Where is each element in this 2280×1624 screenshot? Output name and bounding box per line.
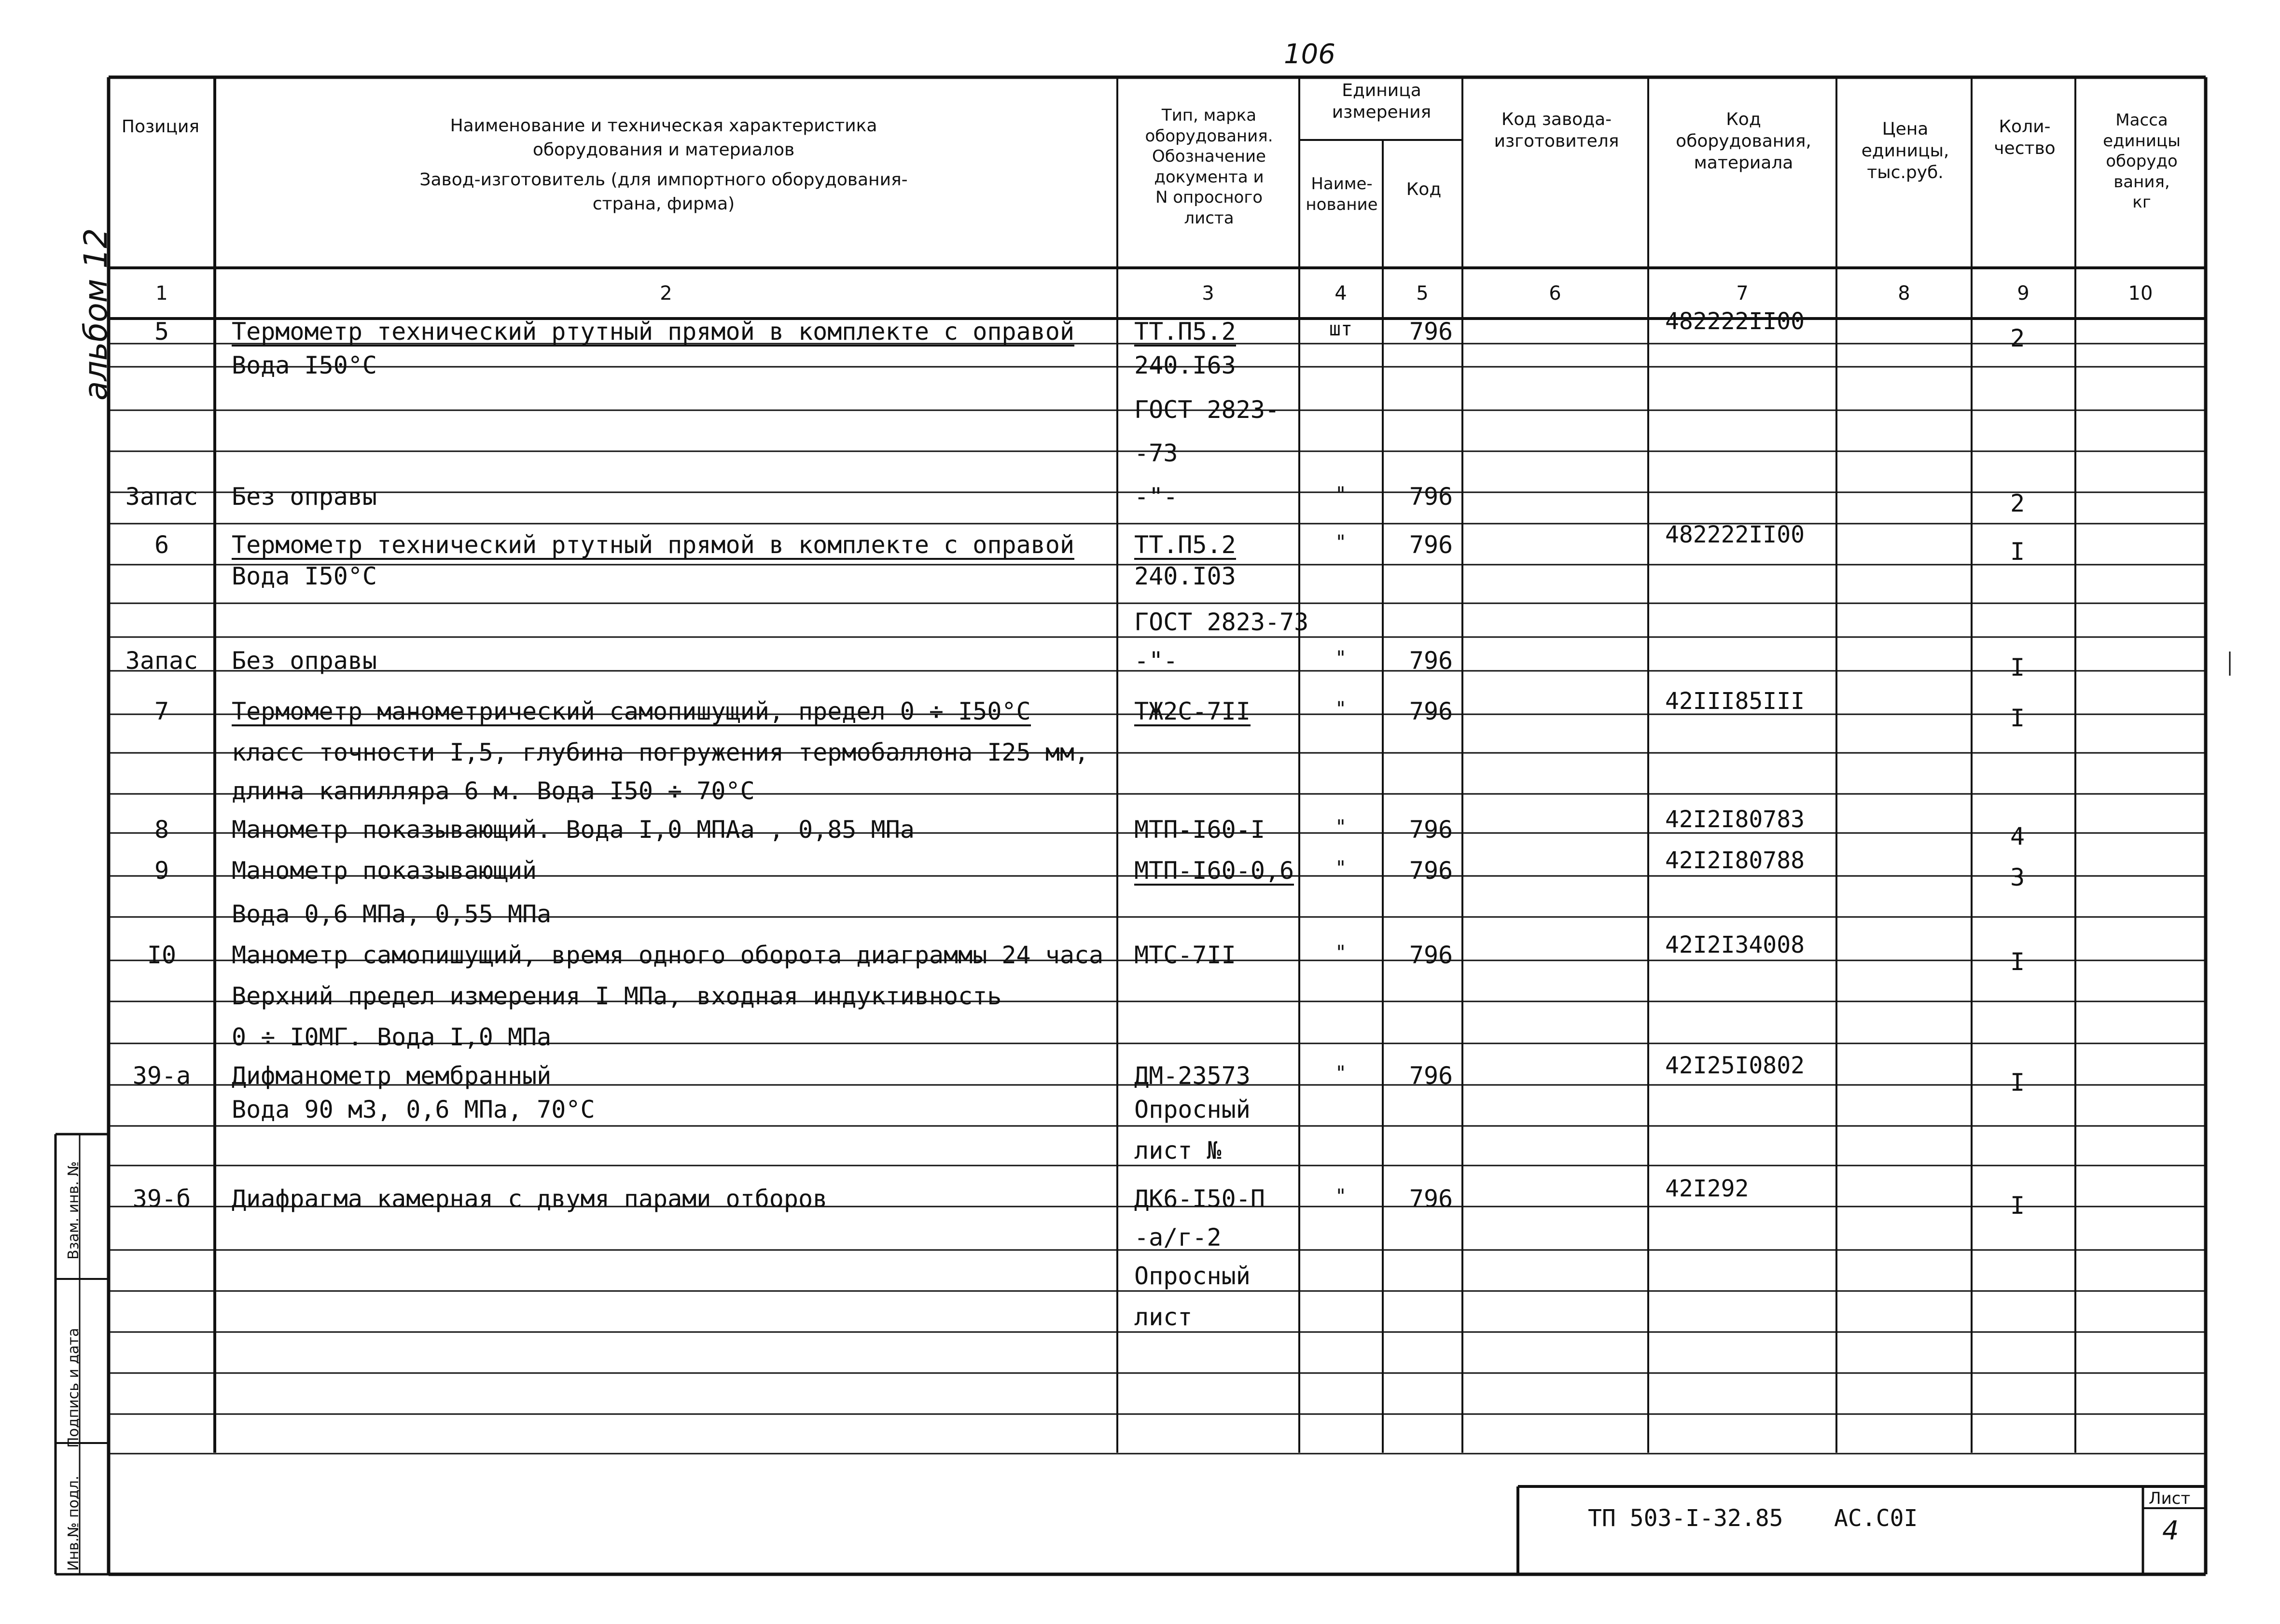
header-type: Тип, марка оборудования. Обозначение документа и N опросного листа (1145, 106, 1273, 228)
row-quantity: I (2010, 1192, 2025, 1220)
row-type: 240.I63 (1134, 351, 1236, 379)
header-name-line4: страна, фирма) (592, 194, 735, 214)
row-name: Вода I50°С (232, 351, 377, 379)
row-position: I0 (147, 941, 177, 969)
header-mass: Масса единицы оборудо вания, кг (2103, 111, 2181, 212)
header-price: Цена единицы, тыс.руб. (1861, 119, 1949, 182)
column-number-3: 3 (1202, 282, 1214, 305)
row-name: класс точности I,5, глубина погружения термобаллона I25 мм, (232, 738, 1089, 766)
row-type: -а/г-2 (1134, 1223, 1222, 1251)
row-unit: " (1335, 942, 1347, 964)
row-type: -"- (1134, 483, 1178, 511)
row-position: Запас (125, 647, 198, 675)
row-unit: " (1335, 531, 1347, 554)
row-unit-code: 796 (1409, 941, 1453, 969)
row-type: ТЖ2С-7II (1134, 697, 1251, 725)
row-name: Без оправы (232, 647, 377, 675)
column-number-4: 4 (1335, 282, 1347, 305)
row-unit-code: 796 (1409, 857, 1453, 885)
row-quantity: I (2010, 704, 2025, 732)
row-name: Диафрагма камерная с двумя парами отборов (232, 1185, 828, 1213)
column-number-6: 6 (1549, 282, 1561, 305)
row-type: МТП-I60-I (1134, 816, 1265, 844)
row-equipment-code: 42III85III (1665, 688, 1805, 715)
row-name: 0 ÷ I0МГ. Вода I,0 МПа (232, 1023, 552, 1051)
row-type: ТТ.П5.2 (1134, 318, 1236, 346)
row-name: Вода 90 м3, 0,6 МПа, 70°С (232, 1096, 595, 1124)
title-mark: АС.С0I (1834, 1505, 1918, 1532)
sheet-label: Лист (2149, 1489, 2191, 1508)
header-unit-group: Единица измерения (1332, 81, 1432, 122)
row-name: Без оправы (232, 483, 377, 511)
row-quantity: 4 (2010, 822, 2025, 850)
row-unit-code: 796 (1409, 697, 1453, 725)
row-type: лист № (1134, 1137, 1222, 1165)
header-quantity: Коли- чество (1994, 117, 2056, 158)
column-number-2: 2 (660, 282, 672, 305)
row-name: Верхний предел измерения I МПа, входная индуктивность (232, 982, 1002, 1010)
column-number-9: 9 (2017, 282, 2030, 305)
row-position: 9 (154, 857, 169, 885)
row-position: 7 (154, 697, 169, 725)
header-name-line2: оборудования и материалов (532, 140, 795, 160)
row-position: 6 (154, 531, 169, 559)
row-type: ДМ-23573 (1134, 1062, 1251, 1090)
row-name: Дифманометр мембранный (232, 1062, 552, 1090)
row-unit: " (1335, 816, 1347, 838)
row-position: 5 (154, 318, 169, 346)
stamp-inventory-original: Инв.№ подл. (65, 1475, 82, 1571)
row-unit: " (1335, 857, 1347, 879)
row-unit: " (1335, 647, 1347, 669)
album-label: альбом 12 (77, 228, 114, 401)
row-quantity: 3 (2010, 863, 2025, 891)
title-doc-code: ТП 503-I-32.85 (1588, 1505, 1783, 1532)
row-name: Манометр показывающий (232, 857, 537, 885)
row-name: длина капилляра 6 м. Вода I50 ÷ 70°С (232, 777, 755, 805)
row-quantity: I (2010, 653, 2025, 681)
page-number-handwritten: 106 (1284, 39, 1335, 70)
row-name: Вода I50°С (232, 562, 377, 590)
row-quantity: 2 (2010, 489, 2025, 517)
row-unit-code: 796 (1409, 647, 1453, 675)
row-position: Запас (125, 483, 198, 511)
row-position: 39-а (132, 1062, 191, 1090)
row-equipment-code: 482222II00 (1665, 308, 1805, 335)
row-type: МТС-7II (1134, 941, 1236, 969)
row-type: ТТ.П5.2 (1134, 531, 1236, 559)
header-unit-code: Код (1406, 180, 1442, 199)
row-quantity: I (2010, 948, 2025, 976)
row-type: ГОСТ 2823-73 (1134, 608, 1309, 636)
row-quantity: I (2010, 1069, 2025, 1097)
row-unit: " (1335, 698, 1347, 720)
column-number-8: 8 (1898, 282, 1910, 305)
column-number-7: 7 (1736, 282, 1749, 305)
stamp-signature-date: Подпись и дата (65, 1328, 82, 1448)
row-unit-code: 796 (1409, 1062, 1453, 1090)
header-maker-code: Код завода- изготовителя (1494, 110, 1619, 151)
row-type: Опросный (1134, 1096, 1251, 1124)
row-name: Термометр технический ртутный прямой в комплекте с оправой (232, 531, 1074, 559)
row-type: -"- (1134, 647, 1178, 675)
row-name: Манометр самопишущий, время одного оборота диаграммы 24 часа (232, 941, 1104, 969)
header-name-line1: Наименование и техническая характеристика (450, 116, 877, 136)
row-type: лист (1134, 1303, 1193, 1331)
header-unit-name: Наиме- нование (1306, 174, 1378, 214)
row-unit-code: 796 (1409, 1185, 1453, 1213)
header-equipment-code: Код оборудования, материала (1676, 110, 1811, 173)
row-equipment-code: 42I2I80783 (1665, 806, 1805, 833)
row-name: Вода 0,6 МПа, 0,55 МПа (232, 900, 552, 928)
row-equipment-code: 42I25I0802 (1665, 1052, 1805, 1079)
row-unit: " (1335, 1062, 1347, 1084)
row-type: ГОСТ 2823- (1134, 396, 1280, 424)
row-equipment-code: 42I2I80788 (1665, 847, 1805, 874)
row-type: ДК6-I50-П (1134, 1185, 1265, 1213)
row-type: -73 (1134, 439, 1178, 467)
header-name-line3: Завод-изготовитель (для импортного оборудования- (419, 170, 908, 190)
row-unit: " (1335, 1185, 1347, 1208)
header-position: Позиция (121, 117, 200, 137)
row-equipment-code: 42I292 (1665, 1175, 1749, 1202)
row-equipment-code: 482222II00 (1665, 521, 1805, 548)
row-name: Манометр показывающий. Вода I,0 МПАа , 0,85 МПа (232, 816, 915, 844)
column-number-10: 10 (2128, 282, 2153, 305)
row-name: Термометр манометрический самопишущий, предел 0 ÷ I50°С (232, 697, 1031, 725)
column-number-5: 5 (1416, 282, 1429, 305)
column-number-1: 1 (155, 282, 168, 305)
row-unit-code: 796 (1409, 318, 1453, 346)
row-unit: шт (1329, 318, 1353, 340)
row-type: Опросный (1134, 1262, 1251, 1290)
row-unit-code: 796 (1409, 531, 1453, 559)
row-type: МТП-I60-0,6 (1134, 857, 1294, 885)
row-position: 8 (154, 816, 169, 844)
row-equipment-code: 42I2I34008 (1665, 931, 1805, 958)
row-unit-code: 796 (1409, 816, 1453, 844)
row-unit-code: 796 (1409, 483, 1453, 511)
row-quantity: I (2010, 538, 2025, 566)
sheet-number: 4 (2162, 1515, 2179, 1546)
row-unit: " (1335, 483, 1347, 505)
row-quantity: 2 (2010, 324, 2025, 352)
row-name: Термометр технический ртутный прямой в комплекте с оправой (232, 318, 1074, 346)
stamp-replacement-inventory: Взам. инв. № (65, 1161, 82, 1260)
row-type: 240.I03 (1134, 562, 1236, 590)
row-position: 39-б (132, 1185, 191, 1213)
